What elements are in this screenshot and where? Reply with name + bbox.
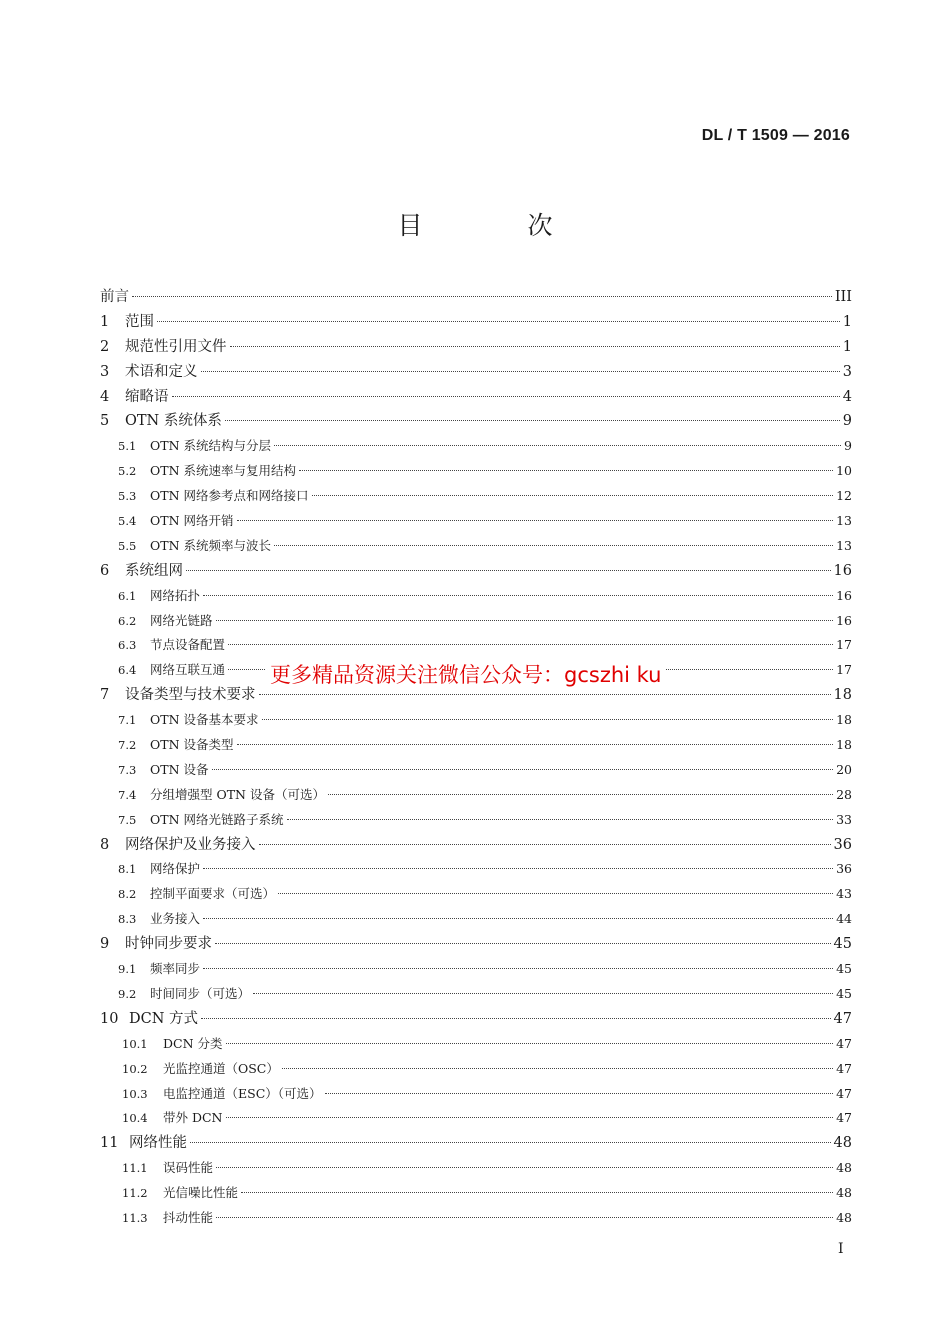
toc-entry-number: 1 bbox=[100, 313, 110, 330]
toc-entry-number: 10 bbox=[100, 1010, 119, 1027]
toc-entry[interactable] bbox=[100, 1181, 852, 1206]
toc-entry[interactable] bbox=[100, 285, 852, 310]
toc-entry[interactable] bbox=[100, 733, 852, 758]
toc-entry-number: 5.4 bbox=[118, 514, 137, 529]
toc-entry-title: 网络保护 bbox=[150, 861, 201, 877]
dot-leader bbox=[287, 819, 834, 820]
dot-leader bbox=[203, 595, 833, 596]
toc-entry-number: 9.2 bbox=[118, 986, 137, 1001]
toc-entry[interactable] bbox=[100, 633, 852, 658]
toc-entry-page: 33 bbox=[836, 811, 852, 827]
toc-entry-title: 带外 DCN bbox=[163, 1110, 223, 1126]
dot-leader bbox=[212, 769, 834, 770]
toc-entry-number: 8 bbox=[100, 836, 110, 853]
toc-entry-number: 5.5 bbox=[118, 538, 137, 553]
toc-entry[interactable] bbox=[100, 509, 852, 534]
toc-entry-page: 1 bbox=[842, 313, 852, 330]
toc-entry-title: 时钟同步要求 bbox=[125, 936, 212, 953]
toc-entry-number: 4 bbox=[100, 388, 110, 405]
toc-entry-title: OTN 网络开销 bbox=[150, 513, 234, 529]
toc-entry-title: 误码性能 bbox=[163, 1160, 214, 1176]
toc-entry-page: 44 bbox=[836, 911, 852, 927]
toc-entry-number: 10.4 bbox=[122, 1111, 148, 1126]
toc-entry-page: 36 bbox=[836, 861, 852, 877]
dot-leader bbox=[203, 918, 833, 919]
toc-entry[interactable] bbox=[100, 360, 852, 385]
toc-entry-number: 8.2 bbox=[118, 887, 137, 902]
toc-entry-page: 12 bbox=[836, 488, 852, 504]
dot-leader bbox=[328, 794, 833, 795]
dot-leader bbox=[237, 520, 834, 521]
toc-entry-title: 光信噪比性能 bbox=[163, 1185, 239, 1201]
dot-leader bbox=[226, 1043, 834, 1044]
toc-entry-number: 11 bbox=[100, 1135, 119, 1152]
toc-entry-number: 7.1 bbox=[118, 713, 137, 728]
toc-entry-number: 11.1 bbox=[122, 1161, 148, 1176]
toc-entry-title: 时间同步（可选） bbox=[150, 985, 251, 1001]
toc-entry[interactable] bbox=[100, 783, 852, 808]
toc-entry-number: 6.4 bbox=[118, 663, 137, 678]
toc-entry[interactable] bbox=[100, 1106, 852, 1131]
toc-entry-page: 10 bbox=[836, 463, 852, 479]
toc-entry-number: 6 bbox=[100, 562, 110, 579]
document-code: DL / T 1509 — 2016 bbox=[701, 127, 850, 144]
toc-entry-page: 9 bbox=[844, 438, 852, 454]
dot-leader bbox=[157, 321, 840, 322]
dot-leader bbox=[201, 371, 840, 372]
toc-entry[interactable] bbox=[100, 1131, 852, 1156]
toc-entry-number: 5 bbox=[100, 413, 110, 430]
toc-entry-page: 16 bbox=[833, 562, 852, 579]
toc-entry[interactable] bbox=[100, 385, 852, 410]
dot-leader bbox=[237, 744, 834, 745]
toc-entry-page: 4 bbox=[842, 388, 852, 405]
toc-entry-title: 网络互联互通 bbox=[150, 662, 226, 678]
toc-entry-page: 47 bbox=[836, 1085, 852, 1101]
toc-entry-title: 频率同步 bbox=[150, 961, 201, 977]
toc-entry-number: 8.1 bbox=[118, 862, 137, 877]
toc-entry-title: 电监控通道（ESC）（可选） bbox=[163, 1085, 322, 1101]
toc-entry[interactable] bbox=[100, 310, 852, 335]
toc-entry-number: 2 bbox=[100, 338, 110, 355]
toc-entry-page: III bbox=[834, 289, 852, 305]
toc-entry-number: 10.3 bbox=[122, 1086, 148, 1101]
toc-entry-number: 5.3 bbox=[118, 489, 137, 504]
toc-entry[interactable] bbox=[100, 857, 852, 882]
toc-entry-title: 控制平面要求（可选） bbox=[150, 886, 276, 902]
toc-entry[interactable] bbox=[100, 957, 852, 982]
toc-entry[interactable] bbox=[100, 335, 852, 360]
toc-entry-number: 6.3 bbox=[118, 638, 137, 653]
dot-leader bbox=[282, 1068, 833, 1069]
toc-entry-title: 前言 bbox=[100, 289, 129, 305]
toc-entry-page: 45 bbox=[836, 961, 852, 977]
toc-entry-title: OTN 系统速率与复用结构 bbox=[150, 463, 296, 479]
toc-entry-number: 10.2 bbox=[122, 1061, 148, 1076]
toc-entry-title: 规范性引用文件 bbox=[125, 338, 227, 355]
dot-leader bbox=[230, 346, 840, 347]
toc-entry-title: 业务接入 bbox=[150, 911, 201, 927]
toc-entry[interactable] bbox=[100, 1082, 852, 1107]
dot-leader bbox=[226, 1117, 834, 1118]
toc-entry-number: 7.2 bbox=[118, 738, 137, 753]
dot-leader bbox=[201, 1018, 831, 1019]
toc-entry-number: 5.2 bbox=[118, 464, 137, 479]
toc-entry-number: 7.4 bbox=[118, 787, 137, 802]
toc-entry[interactable] bbox=[100, 1206, 852, 1231]
table-of-contents bbox=[100, 285, 852, 1231]
toc-entry-page: 20 bbox=[836, 761, 852, 777]
toc-entry-number: 7 bbox=[100, 687, 110, 704]
dot-leader bbox=[190, 1142, 831, 1143]
toc-entry-page: 9 bbox=[842, 413, 852, 430]
toc-entry-page: 47 bbox=[836, 1110, 852, 1126]
dot-leader bbox=[262, 719, 834, 720]
toc-entry[interactable] bbox=[100, 708, 852, 733]
watermark-text: 更多精品资源关注微信公众号：gcszhi ku bbox=[266, 659, 665, 689]
toc-entry-page: 48 bbox=[836, 1160, 852, 1176]
toc-entry[interactable] bbox=[100, 982, 852, 1007]
toc-entry-page: 17 bbox=[836, 637, 852, 653]
toc-entry-number: 6.1 bbox=[118, 588, 137, 603]
toc-entry-title: OTN 设备类型 bbox=[150, 737, 234, 753]
toc-entry[interactable] bbox=[100, 584, 852, 609]
dot-leader bbox=[241, 1192, 833, 1193]
toc-entry[interactable] bbox=[100, 932, 852, 957]
toc-entry-page: 18 bbox=[833, 687, 852, 704]
toc-entry[interactable] bbox=[100, 1156, 852, 1181]
toc-entry-page: 45 bbox=[833, 936, 852, 953]
toc-entry[interactable] bbox=[100, 609, 852, 634]
toc-entry-number: 7.5 bbox=[118, 812, 137, 827]
toc-entry-title: 网络拓扑 bbox=[150, 587, 201, 603]
toc-entry-number: 6.2 bbox=[118, 613, 137, 628]
toc-entry[interactable] bbox=[100, 808, 852, 833]
toc-entry-page: 47 bbox=[836, 1035, 852, 1051]
toc-entry-title: 光监控通道（OSC） bbox=[163, 1060, 279, 1076]
toc-entry-title: OTN 设备基本要求 bbox=[150, 712, 259, 728]
dot-leader bbox=[216, 1167, 833, 1168]
toc-entry-number: 10.1 bbox=[122, 1036, 148, 1051]
toc-entry-page: 47 bbox=[833, 1010, 852, 1027]
toc-entry-title: 节点设备配置 bbox=[150, 637, 226, 653]
toc-entry-number: 11.2 bbox=[122, 1186, 148, 1201]
toc-entry[interactable] bbox=[100, 459, 852, 484]
toc-entry-title: 抖动性能 bbox=[163, 1209, 214, 1225]
dot-leader bbox=[225, 420, 840, 421]
toc-entry[interactable] bbox=[100, 434, 852, 459]
toc-entry-number: 9.1 bbox=[118, 962, 137, 977]
toc-entry[interactable] bbox=[100, 1032, 852, 1057]
toc-entry[interactable] bbox=[100, 559, 852, 584]
toc-entry-title: 网络保护及业务接入 bbox=[125, 836, 256, 853]
dot-leader bbox=[132, 296, 832, 297]
toc-entry-page: 47 bbox=[836, 1060, 852, 1076]
toc-entry-title: 网络光链路 bbox=[150, 612, 213, 628]
toc-entry-number: 5.1 bbox=[118, 439, 137, 454]
toc-entry-page: 18 bbox=[836, 712, 852, 728]
dot-leader bbox=[259, 844, 831, 845]
toc-entry-title: OTN 网络参考点和网络接口 bbox=[150, 488, 309, 504]
toc-entry-number: 11.3 bbox=[122, 1210, 148, 1225]
toc-entry[interactable] bbox=[100, 1057, 852, 1082]
toc-entry-title: OTN 设备 bbox=[150, 761, 209, 777]
toc-entry-title: 网络性能 bbox=[129, 1135, 187, 1152]
toc-entry-title: 设备类型与技术要求 bbox=[125, 687, 256, 704]
toc-entry[interactable] bbox=[100, 1007, 852, 1032]
toc-entry-page: 13 bbox=[836, 513, 852, 529]
toc-entry-title: OTN 系统频率与波长 bbox=[150, 537, 271, 553]
toc-entry-title: 范围 bbox=[125, 313, 154, 330]
toc-entry[interactable] bbox=[100, 833, 852, 858]
toc-entry-number: 3 bbox=[100, 363, 110, 380]
toc-entry-number: 8.3 bbox=[118, 912, 137, 927]
toc-entry[interactable] bbox=[100, 484, 852, 509]
toc-entry-page: 16 bbox=[836, 587, 852, 603]
dot-leader bbox=[259, 694, 831, 695]
dot-leader bbox=[172, 396, 840, 397]
dot-leader bbox=[325, 1093, 834, 1094]
toc-entry-title: 术语和定义 bbox=[125, 363, 198, 380]
toc-entry-title: 系统组网 bbox=[125, 562, 183, 579]
toc-entry-page: 3 bbox=[842, 363, 852, 380]
dot-leader bbox=[299, 470, 833, 471]
dot-leader bbox=[215, 943, 831, 944]
toc-entry-title: 分组增强型 OTN 设备（可选） bbox=[150, 786, 325, 802]
dot-leader bbox=[228, 644, 833, 645]
dot-leader bbox=[274, 545, 833, 546]
dot-leader bbox=[253, 993, 833, 994]
toc-entry-title: OTN 网络光链路子系统 bbox=[150, 811, 284, 827]
toc-entry-number: 7.3 bbox=[118, 762, 137, 777]
dot-leader bbox=[274, 445, 841, 446]
dot-leader bbox=[203, 868, 833, 869]
toc-entry-page: 45 bbox=[836, 985, 852, 1001]
toc-entry-page: 13 bbox=[836, 537, 852, 553]
toc-entry[interactable] bbox=[100, 534, 852, 559]
dot-leader bbox=[186, 570, 831, 571]
toc-entry-page: 48 bbox=[833, 1135, 852, 1152]
dot-leader bbox=[312, 495, 834, 496]
dot-leader bbox=[278, 893, 833, 894]
toc-entry-page: 43 bbox=[836, 886, 852, 902]
toc-entry-title: OTN 系统体系 bbox=[125, 413, 222, 430]
toc-entry-page: 18 bbox=[836, 737, 852, 753]
toc-entry-title: DCN 方式 bbox=[129, 1010, 199, 1027]
toc-entry-page: 28 bbox=[836, 786, 852, 802]
toc-entry-number: 9 bbox=[100, 936, 110, 953]
toc-entry[interactable] bbox=[100, 907, 852, 932]
dot-leader bbox=[216, 620, 834, 621]
toc-entry-page: 1 bbox=[842, 338, 852, 355]
toc-entry-page: 48 bbox=[836, 1185, 852, 1201]
toc-entry[interactable] bbox=[100, 758, 852, 783]
dot-leader bbox=[203, 968, 833, 969]
toc-entry-page: 17 bbox=[836, 662, 852, 678]
toc-entry-page: 48 bbox=[836, 1209, 852, 1225]
toc-entry-title: 缩略语 bbox=[125, 388, 169, 405]
toc-entry-title: OTN 系统结构与分层 bbox=[150, 438, 271, 454]
toc-title: 目 次 bbox=[397, 211, 593, 240]
toc-entry[interactable] bbox=[100, 409, 852, 434]
toc-entry-page: 36 bbox=[833, 836, 852, 853]
toc-entry[interactable] bbox=[100, 882, 852, 907]
toc-entry-page: 16 bbox=[836, 612, 852, 628]
page-number: I bbox=[838, 1241, 844, 1257]
dot-leader bbox=[216, 1217, 833, 1218]
toc-entry-title: DCN 分类 bbox=[163, 1035, 223, 1051]
